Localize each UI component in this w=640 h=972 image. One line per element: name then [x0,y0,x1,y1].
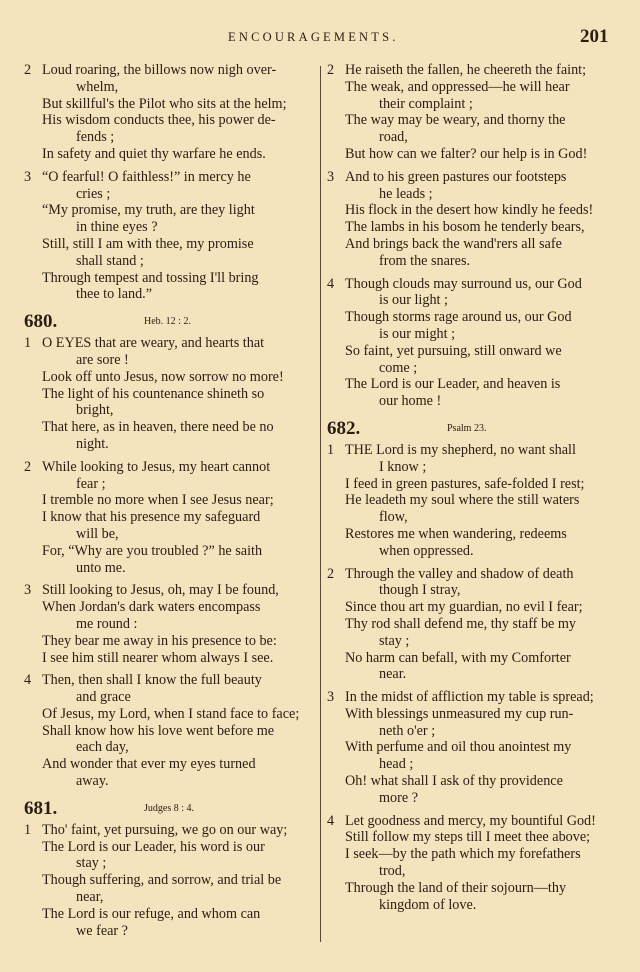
verse-line: in thine eyes ? [76,219,158,236]
verse-line: With blessings unmeasured my cup run- [345,705,574,722]
verse-line: I tremble no more when I see Jesus near; [42,492,274,509]
stanza [24,822,324,940]
verse-line: I know ; [379,458,427,475]
verse-line: For, “Why are you troubled ?” he saith [42,542,263,559]
stanza [327,566,627,684]
verse-line: fends ; [76,129,115,146]
verse-line: Though storms rage around us, our God [345,309,572,326]
stanza [24,169,324,303]
verse-line: Shall know how his love went before me [42,722,275,739]
verse-line: when oppressed. [379,542,474,559]
verse-line: The way may be weary, and thorny the [345,112,566,129]
verse-line: cries ; [76,185,111,202]
verse-line: And brings back the wand'rers all safe [345,235,562,252]
verse-line: he leads ; [379,185,433,202]
verse-line: Since thou art my guardian, no evil I fear; [345,599,583,616]
verse-line: Through the valley and shadow of death [345,565,574,582]
verse-line: And wonder that ever my eyes turned [42,756,256,773]
verse-line: head ; [379,756,414,773]
stanza [327,442,627,560]
verse-line: will be, [76,525,119,542]
verse-line: bright, [76,402,114,419]
verse-line: Through the land of their sojourn—thy [345,879,567,896]
verse-line: The Lord is our Leader, his word is our [42,838,265,855]
verse-line: But skillful's the Pilot who sits at the helm; [42,95,287,112]
running-title: ENCOURAGEMENTS. [228,30,399,44]
verse-number: 1 [24,335,32,352]
verse-line: thee to land.” [76,286,153,303]
stanza [24,335,324,453]
verse-line: shall stand ; [76,252,144,269]
right-column [327,62,627,919]
verse-line: While looking to Jesus, my heart cannot [42,458,271,475]
verse-line: The weak, and oppressed—he will hear [345,78,570,95]
hymn-number: 681. [24,797,58,819]
verse-line: No harm can befall, with my Comforter [345,649,571,666]
verse-line: In the midst of affliction my table is spread; [345,689,594,706]
verse-line: I seek—by the path which my forefathers [345,846,581,863]
stanza [327,689,627,807]
verse-line: Still, still I am with thee, my promise [42,235,254,252]
verse-line: Loud roaring, the billows now nigh over- [42,62,277,78]
stanza [24,62,324,163]
stanza [327,62,627,163]
verse-line: Let goodness and mercy, my bountiful God! [345,812,596,829]
verse-line: I see him still nearer whom always I see. [42,649,274,666]
verse-line: The Lord is our refuge, and whom can [42,905,261,922]
scripture-reference: Judges 8 : 4. [144,802,194,814]
verse-line: kingdom of love. [379,896,477,913]
verse-line: With perfume and oil thou anointest my [345,739,572,756]
verse-line: road, [379,129,408,146]
verse-line: And to his green pastures our footsteps [345,168,567,185]
verse-line: though I stray, [379,582,461,599]
verse-line: from the snares. [379,252,471,269]
verse-line: So faint, yet pursuing, still onward we [345,342,562,359]
verse-line: They bear me away in his presence to be: [42,632,277,649]
verse-line: Look off unto Jesus, now sorrow no more! [42,368,284,385]
verse-line: But how can we falter? our help is in God! [345,145,588,162]
stanza [327,276,627,410]
verse-line: Restores me when wandering, redeems [345,525,567,542]
scripture-reference: Heb. 12 : 2. [144,316,191,328]
verse-line: In safety and quiet thy warfare he ends. [42,145,266,162]
verse-line: That here, as in heaven, there need be no [42,419,274,436]
verse-number: 2 [327,565,335,582]
verse-number: 2 [24,62,32,78]
verse-line: flow, [379,509,408,526]
hymn-heading [24,796,324,822]
verse-line: The light of his countenance shineth so [42,385,265,402]
verse-line: me round : [76,615,138,632]
verse-line: The lambs in his bosom he tenderly bears, [345,219,585,236]
verse-line: Then, then shall I know the full beauty [42,672,262,689]
verse-line: “My promise, my truth, are they light [42,202,255,219]
verse-line: is our light ; [379,292,448,309]
verse-line: THE Lord is my shepherd, no want shall [345,441,576,458]
verse-line: Still looking to Jesus, oh, may I be found, [42,582,279,599]
verse-line: whelm, [76,78,119,95]
verse-number: 4 [327,812,335,829]
verse-line: trod, [379,863,406,880]
verse-line: Though clouds may surround us, our God [345,275,582,292]
hymn-number: 682. [327,417,361,439]
verse-line: away. [76,773,109,790]
verse-line: His flock in the desert how kindly he feeds! [345,202,594,219]
verse-line: night. [76,435,109,452]
verse-line: are sore ! [76,351,129,368]
verse-number: 2 [24,458,32,475]
hymn-number: 680. [24,311,58,333]
verse-line: He leadeth my soul where the still waters [345,492,580,509]
verse-line: His wisdom conducts thee, his power de- [42,112,276,129]
verse-number: 3 [327,689,335,706]
verse-line: we fear ? [76,922,128,939]
verse-number: 1 [327,441,335,458]
verse-number: 4 [327,275,335,292]
verse-line: near, [76,889,104,906]
verse-line: I feed in green pastures, safe-folded I rest; [345,475,585,492]
stanza [327,169,627,270]
verse-line: When Jordan's dark waters encompass [42,599,261,616]
stanza [24,459,324,577]
verse-line: Though suffering, and sorrow, and trial be [42,872,282,889]
verse-number: 1 [24,821,32,838]
verse-number: 3 [24,168,32,185]
left-column [24,62,324,945]
verse-line: come ; [379,359,418,376]
verse-line: Oh! what shall I ask of thy providence [345,773,563,790]
verse-number: 3 [327,168,335,185]
verse-line: stay ; [76,855,107,872]
scripture-reference: Psalm 23. [447,422,487,434]
verse-line: “O fearful! O faithless!” in mercy he [42,168,251,185]
verse-line: Still follow my steps till I meet thee above; [345,829,591,846]
verse-line: unto me. [76,559,126,576]
verse-line: neth o'er ; [379,722,436,739]
verse-number: 2 [327,62,335,78]
verse-line: and grace [76,689,131,706]
stanza [327,813,627,914]
verse-line: their complaint ; [379,95,473,112]
verse-line: He raiseth the fallen, he cheereth the faint; [345,62,587,78]
verse-line: I know that his presence my safeguard [42,509,261,526]
verse-line: Through tempest and tossing I'll bring [42,269,259,286]
verse-line: O EYES that are weary, and hearts that [42,335,265,352]
stanza [24,672,324,790]
verse-line: fear ; [76,475,106,492]
stanza [24,582,324,666]
verse-line: more ? [379,789,418,806]
verse-line: each day, [76,739,129,756]
verse-line: The Lord is our Leader, and heaven is [345,376,561,393]
hymn-heading [327,416,627,442]
verse-line: Of Jesus, my Lord, when I stand face to face; [42,705,300,722]
verse-line: Thy rod shall defend me, thy staff be my [345,615,577,632]
verse-number: 4 [24,672,32,689]
page-number: 201 [580,26,609,47]
verse-line: near. [379,666,407,683]
verse-line: stay ; [379,632,410,649]
verse-line: Tho' faint, yet pursuing, we go on our way; [42,821,288,838]
verse-line: is our might ; [379,325,456,342]
hymn-heading [24,309,324,335]
page-header [0,26,640,50]
verse-number: 3 [24,582,32,599]
verse-line: our home ! [379,393,442,410]
